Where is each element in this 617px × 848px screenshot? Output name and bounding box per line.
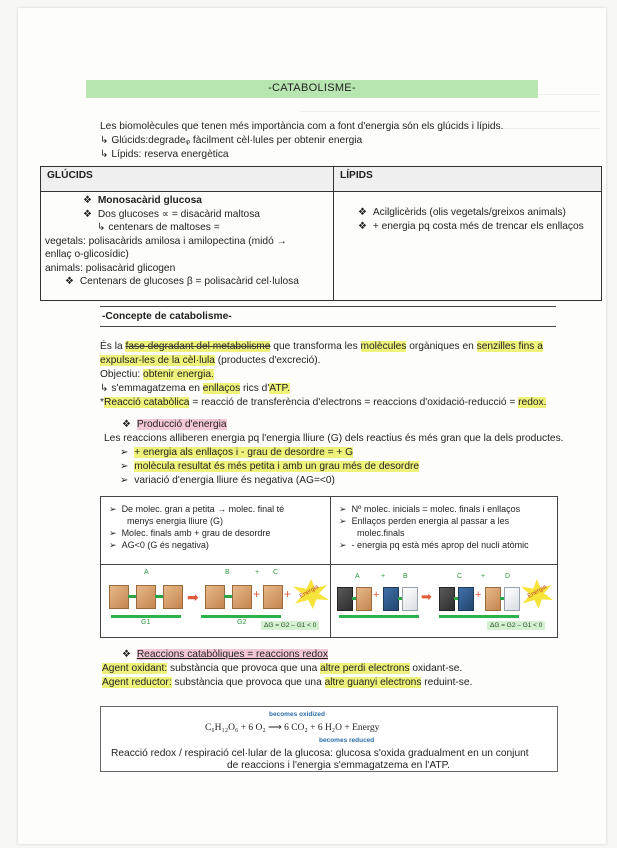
highlight: Reacció catabòlica [103,397,190,408]
page-title: -CATABOLISME- [268,82,356,94]
reduced-label: becomes reduced [319,737,375,744]
g1-arrow [111,615,181,618]
list-item: vegetals: polisacàrids amilosa i amilopectina (midó → [45,235,287,247]
bullet-icon: ❖ [358,220,368,232]
arrow-icon: ➢ [339,516,347,526]
diagram-left-text-box: ➢ De molec. gran a petita → molec. final té menys energia lliure (G) ➢ Molec. finals amb + grau de desordre ➢ AG<0 (G és negativa) [100,496,332,566]
glucids-cell [41,192,334,301]
molecule-block [485,587,501,611]
bullet-icon: ❖ [122,419,132,430]
arrow-icon: ➡ [421,589,432,604]
g1-arrow [339,615,419,618]
molecule-block [356,587,372,611]
list-item: Dos glucoses ∝ = disacàrid maltosa [97,208,260,220]
molecule-block [109,585,129,609]
redox-equation: C₆H₁₂O₆ + 6 O₂ ⟶ 6 CO₂ + 6 H₂O + Energy [205,723,380,733]
lipids-cell [334,192,602,301]
intro-line-1: Les biomolècules que tenen més importància com a font d'energia són els glúcids i lípids. [100,121,504,132]
molecule-block [136,585,156,609]
bullet-icon: ❖ [65,276,75,287]
glucids-lipids-table [40,166,602,301]
arrow-icon: ➢ [120,475,129,486]
arrow-icon: ➢ [120,461,129,472]
arrow-icon: ➢ [109,504,117,514]
oxidant-line: Agent oxidant: substància que provoca que una altre perdi electrons oxidant-se. [102,663,463,674]
molecule-block [439,587,455,611]
divider [100,326,556,327]
bullet-icon: ❖ [122,649,132,660]
molecule-block [458,587,474,611]
molecule-block [263,585,283,609]
list-item: ↳ centenars de maltoses = [97,222,220,233]
concept-line-3: Objectiu: obtenir energia. [100,369,214,380]
highlight: molècules [360,341,407,352]
oxidized-label: becomes oxidized [269,711,325,718]
list-item: Acilglicèrids (olis vegetals/greixos animals) [372,207,566,218]
highlight: senzilles fins a [476,341,543,352]
equation-caption-1: Reacció redox / respiració cel·lular de la glucosa: glucosa s'oxida gradualment en un conjunt [111,748,529,759]
highlight: expulsar-les de la cèl·lula [100,355,215,366]
bullet-icon: ❖ [83,195,93,206]
g2-arrow [201,615,281,618]
arrow-icon: ➢ [109,540,117,550]
bullet-icon: ❖ [358,207,368,218]
bullet-icon: ❖ [83,208,93,220]
arrow-icon: ➢ [120,447,129,458]
diagram-left-image: A B + C ➡ + + Energia G1 G2 ΔG = G2 – G1 < 0 [100,564,332,638]
highlight: fase degradant del metabolisme [125,341,271,352]
concept-line-1: És la fase degradant del metabolisme que transforma les molècules orgàniques en senzilles fins a [100,341,543,352]
molecule-block [504,587,520,611]
energy-item: ➢ + energia als enllaços i - grau de desordre = + G [120,447,354,458]
diagram-right-image: A + B C + D + ➡ + Energia ΔG = G2 – G1 < 0 [330,564,558,638]
diagram-right-text-box: ➢ Nº molec. inicials = molec. finals i enllaços ➢ Enllaços perden energia al passar a les molec.finals ➢ - energia pq està més aprop del nucli atòmic [330,496,558,566]
molecule-block [402,587,418,611]
concept-line-2: expulsar-les de la cèl·lula (productes d'excreció). [100,355,321,366]
arrow-icon: ➢ [339,540,347,550]
concept-heading: -Concepte de catabolisme- [102,311,232,322]
highlight: ATP. [269,383,290,394]
reductor-line: Agent reductor: substància que provoca que una altre guanyi electrons reduint-se. [102,677,473,688]
equation-caption-2: de reaccions i l'energia s'emmagatzema en l'ATP. [227,760,450,771]
table-head-lipids: LÍPIDS [334,167,602,192]
energy-heading: ❖ Producció d'energia [122,419,227,430]
intro-line-2: ↳ Glúcids:degradeᵩ fàcilment cèl·lules per obtenir energia [100,135,363,146]
list-item: Monosacàrid glucosa [97,195,202,206]
energy-intro: Les reaccions alliberen energia pq l'energia lliure (G) dels reactius és més gran que la dels productes. [104,433,564,444]
arrow-icon: ➢ [339,504,347,514]
divider [100,306,556,307]
list-item: animals: polisacàrid glicogen [45,262,176,274]
energy-item: ➢ molècula resultat és més petita i amb un grau més de desordre [120,461,420,472]
equation-box [100,706,558,772]
energy-item: ➢ variació d'energia lliure és negativa (AG=<0) [120,475,335,486]
list-item: + energia pq costa més de trencar els enllaços [372,220,584,232]
list-item: enllaç o-glicosídic) [45,249,129,260]
arrow-icon: ➡ [187,589,199,605]
g2-arrow [439,615,519,618]
list-item: Centenars de glucoses β = polisacàrid cel·lulosa [79,276,299,287]
molecule-block [163,585,183,609]
molecule-block [205,585,225,609]
highlight: redox. [518,397,547,408]
intro-line-3: ↳ Lípids: reserva energètica [100,149,229,160]
highlight: obtenir energia. [143,369,214,380]
arrow-icon: ➢ [109,528,117,538]
concept-line-5: *Reacció catabòlica = reacció de transferència d'electrons = reaccions d'oxidació-reducció = redox. [100,397,547,408]
molecule-block [383,587,399,611]
molecule-block [232,585,252,609]
redox-heading: ❖ Reaccions catabòliques = reaccions redox [122,649,328,660]
concept-line-4: ↳ s'emmagatzema en enllaços rics d'ATP. [100,383,290,394]
molecule-block [337,587,353,611]
table-head-glucids: GLÚCIDS [41,167,334,192]
highlight: enllaços [202,383,241,394]
title-band [86,80,538,98]
